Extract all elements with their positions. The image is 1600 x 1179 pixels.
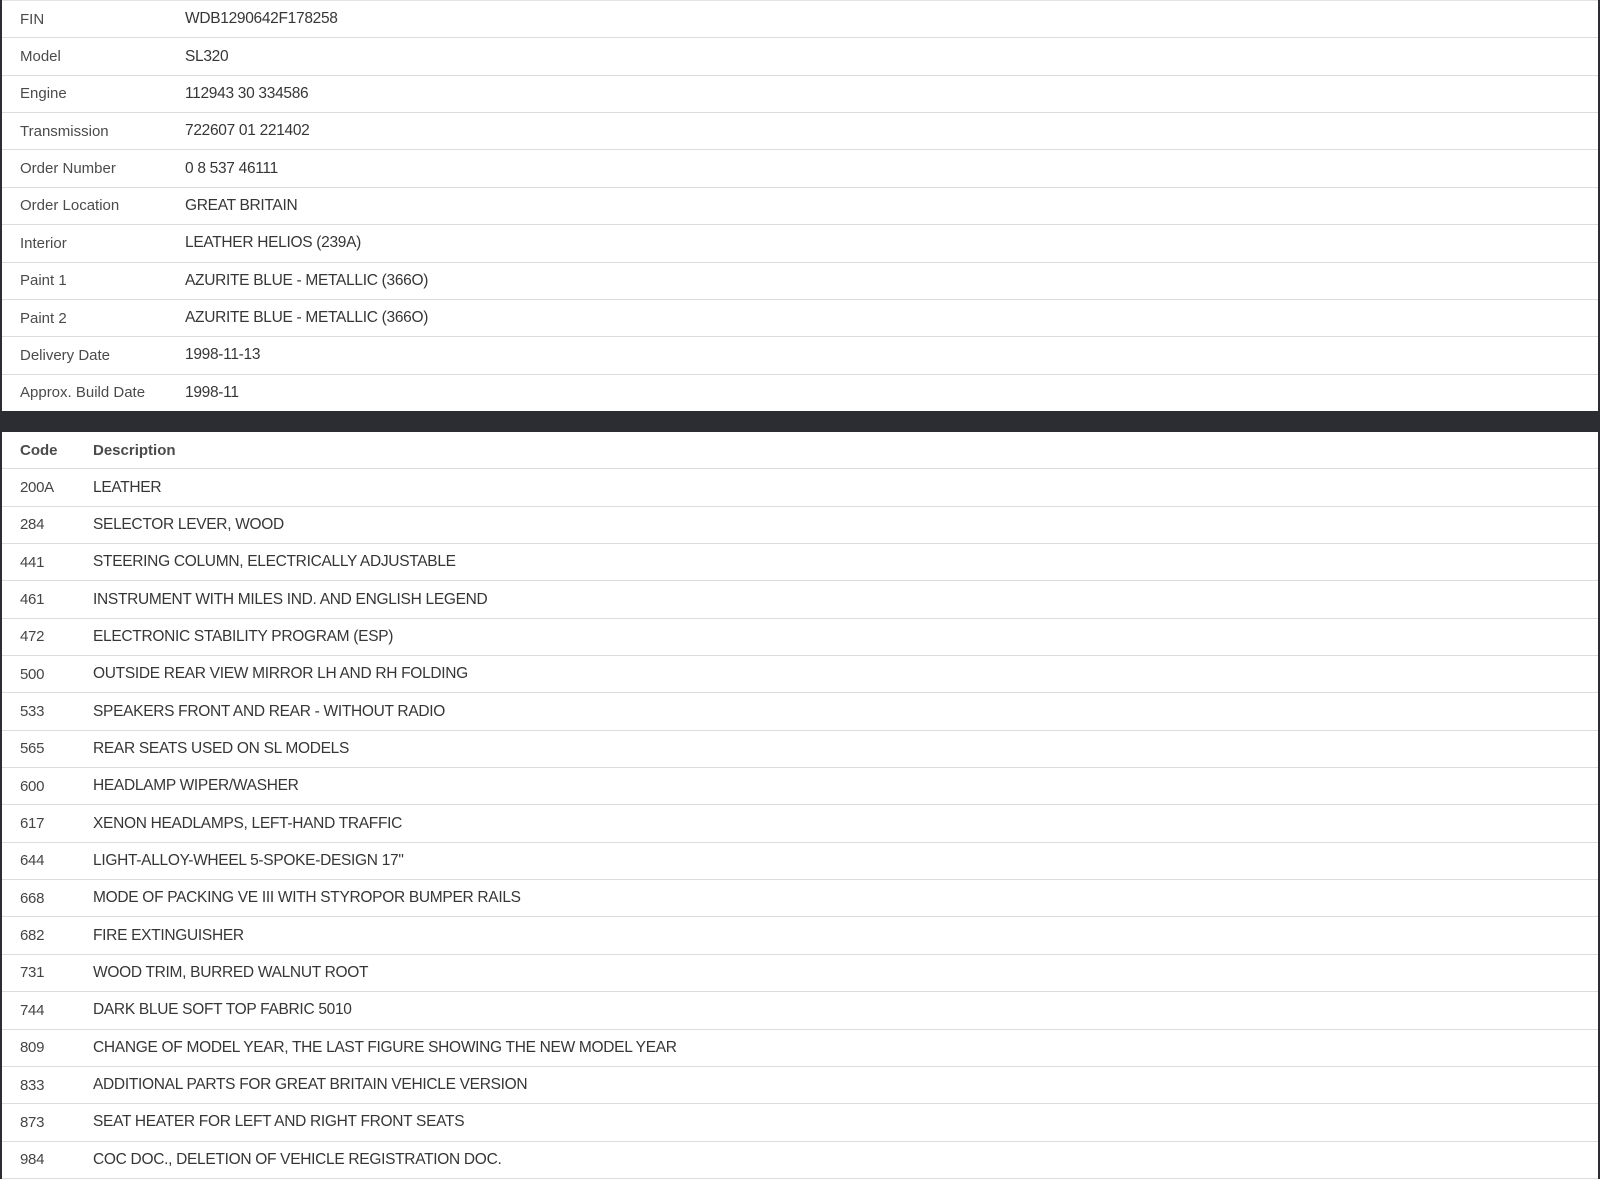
spec-label: Paint 2: [20, 309, 67, 327]
table-row: [2, 581, 1598, 618]
spec-value: 1998-11-13: [185, 346, 261, 364]
description-column-header: Description: [93, 441, 176, 459]
table-row: [2, 731, 1598, 768]
spec-label: Order Location: [20, 197, 120, 215]
option-code: 731: [20, 964, 45, 982]
spec-value: 0 8 537 46111: [185, 159, 278, 177]
option-description: SEAT HEATER FOR LEFT AND RIGHT FRONT SEATS: [93, 1113, 465, 1131]
spec-value: AZURITE BLUE - METALLIC (366O): [185, 309, 429, 327]
option-description: ADDITIONAL PARTS FOR GREAT BRITAIN VEHICLE VERSION: [93, 1076, 528, 1094]
option-code: 441: [20, 553, 45, 571]
spec-label: Approx. Build Date: [20, 384, 146, 402]
option-description: LEATHER: [93, 478, 162, 496]
option-code: 284: [20, 516, 45, 534]
option-description: SELECTOR LEVER, WOOD: [93, 515, 284, 533]
table-row: [2, 263, 1598, 300]
spec-value: 722607 01 221402: [185, 122, 310, 140]
option-description: MODE OF PACKING VE III WITH STYROPOR BUMPER RAILS: [93, 889, 521, 907]
spec-label: Transmission: [20, 122, 109, 140]
option-code: 461: [20, 591, 45, 609]
table-row: [2, 469, 1598, 506]
spec-value: AZURITE BLUE - METALLIC (366O): [185, 271, 429, 289]
spec-label: Paint 1: [20, 272, 67, 290]
table-row: [2, 225, 1598, 262]
table-row: [2, 1104, 1598, 1141]
table-row: [2, 1030, 1598, 1067]
table-row: [2, 880, 1598, 917]
options-header-row: [2, 432, 1598, 469]
table-row: [2, 693, 1598, 730]
table-row: [2, 1, 1598, 38]
option-codes-table: [2, 432, 1598, 1179]
table-row: [2, 375, 1598, 411]
option-code: 533: [20, 703, 45, 721]
option-code: 200A: [20, 479, 54, 497]
option-code: 668: [20, 889, 45, 907]
spec-label: Interior: [20, 234, 67, 252]
option-code: 682: [20, 927, 45, 945]
table-row: [2, 38, 1598, 75]
spec-value: SL320: [185, 47, 229, 65]
table-row: [2, 656, 1598, 693]
table-row: [2, 150, 1598, 187]
spec-value: 112943 30 334586: [185, 84, 309, 102]
table-row: [2, 992, 1598, 1029]
table-row: [2, 300, 1598, 337]
table-row: [2, 917, 1598, 954]
table-row: [2, 805, 1598, 842]
table-row: [2, 1142, 1598, 1179]
spec-label: Order Number: [20, 160, 116, 178]
vehicle-spec-table: [2, 0, 1598, 411]
table-row: [2, 544, 1598, 581]
table-row: [2, 955, 1598, 992]
table-row: [2, 188, 1598, 225]
table-row: [2, 619, 1598, 656]
spec-value: GREAT BRITAIN: [185, 196, 298, 214]
option-code: 500: [20, 665, 45, 683]
divider-bar: [0, 411, 1600, 432]
spec-label: Engine: [20, 85, 67, 103]
table-row: [2, 337, 1598, 374]
option-description: DARK BLUE SOFT TOP FABRIC 5010: [93, 1001, 352, 1019]
spec-value: LEATHER HELIOS (239A): [185, 234, 362, 252]
option-description: LIGHT-ALLOY-WHEEL 5-SPOKE-DESIGN 17": [93, 851, 404, 869]
option-description: CHANGE OF MODEL YEAR, THE LAST FIGURE SHOWING THE NEW MODEL YEAR: [93, 1038, 677, 1056]
option-code: 809: [20, 1039, 45, 1057]
option-description: REAR SEATS USED ON SL MODELS: [93, 739, 350, 757]
code-column-header: Code: [20, 441, 58, 459]
table-row: [2, 113, 1598, 150]
option-code: 617: [20, 815, 45, 833]
option-description: ELECTRONIC STABILITY PROGRAM (ESP): [93, 627, 394, 645]
table-row: [2, 1067, 1598, 1104]
table-row: [2, 843, 1598, 880]
option-description: SPEAKERS FRONT AND REAR - WITHOUT RADIO: [93, 702, 446, 720]
option-code: 644: [20, 852, 45, 870]
option-description: XENON HEADLAMPS, LEFT-HAND TRAFFIC: [93, 814, 403, 832]
option-description: FIRE EXTINGUISHER: [93, 926, 244, 944]
option-description: HEADLAMP WIPER/WASHER: [93, 777, 299, 795]
spec-label: Model: [20, 48, 61, 66]
spec-value: 1998-11: [185, 383, 239, 401]
spec-value: WDB1290642F178258: [185, 10, 338, 28]
option-code: 472: [20, 628, 45, 646]
option-code: 744: [20, 1001, 45, 1019]
spec-label: Delivery Date: [20, 346, 111, 364]
table-row: [2, 76, 1598, 113]
option-code: 873: [20, 1113, 45, 1131]
option-code: 600: [20, 777, 45, 795]
option-code: 565: [20, 740, 45, 758]
spec-label: FIN: [20, 10, 45, 28]
option-code: 984: [20, 1151, 45, 1169]
option-code: 833: [20, 1076, 45, 1094]
table-row: [2, 768, 1598, 805]
table-row: [2, 507, 1598, 544]
option-description: INSTRUMENT WITH MILES IND. AND ENGLISH LEGEND: [93, 590, 488, 608]
option-description: WOOD TRIM, BURRED WALNUT ROOT: [93, 963, 369, 981]
option-description: OUTSIDE REAR VIEW MIRROR LH AND RH FOLDING: [93, 665, 468, 683]
option-description: STEERING COLUMN, ELECTRICALLY ADJUSTABLE: [93, 553, 456, 571]
option-description: COC DOC., DELETION OF VEHICLE REGISTRATION DOC.: [93, 1150, 502, 1168]
